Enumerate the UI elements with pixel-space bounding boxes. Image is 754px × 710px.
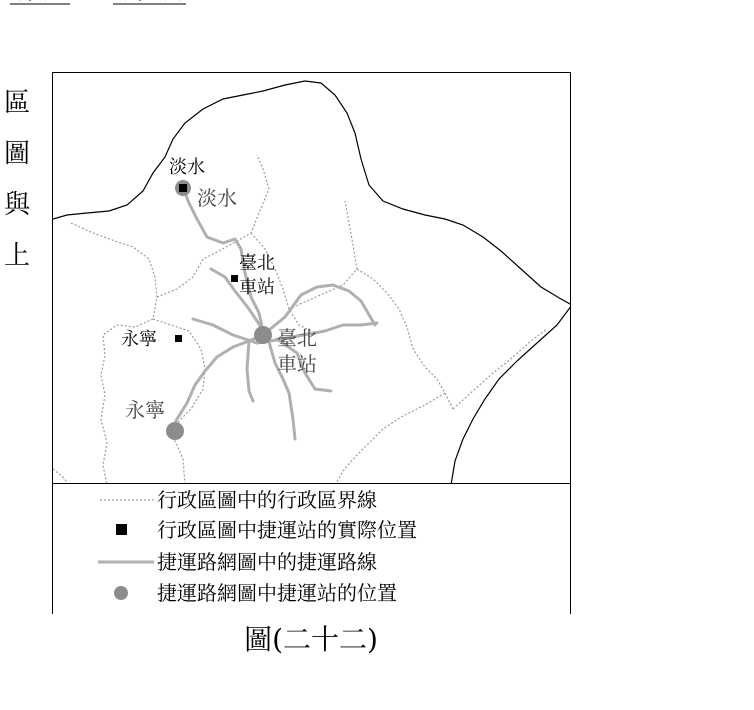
admin-station-danshui — [179, 184, 187, 192]
map-svg — [53, 73, 571, 484]
admin-label-danshui: 淡水 — [169, 157, 205, 178]
metro-label-taipei-main-1: 臺北 — [277, 326, 317, 350]
map-frame — [52, 72, 571, 484]
coastline — [53, 81, 571, 305]
side-char: 與 — [4, 190, 31, 220]
legend-label: 捷運路網圖中的捷運路線 — [157, 550, 377, 574]
metro-station-yongning — [166, 422, 184, 440]
gray-line-icon — [98, 547, 158, 577]
map-legend — [52, 484, 571, 614]
cropped-text-fragment — [0, 0, 190, 10]
legend-label: 行政區圖中捷運站的實際位置 — [157, 518, 417, 542]
metro-labels — [125, 186, 317, 422]
metro-station-taipei-main — [254, 326, 272, 344]
legend-item-admin-station — [53, 515, 570, 545]
gray-circle-icon — [98, 578, 158, 608]
admin-label-taipei-main-2: 車站 — [239, 277, 275, 298]
legend-item-metro-line — [53, 547, 570, 577]
admin-station-taipei-main — [231, 275, 238, 282]
admin-station-yongning — [175, 335, 182, 342]
legend-label: 捷運路網圖中捷運站的位置 — [157, 581, 397, 605]
dotted-line-icon — [98, 485, 158, 515]
legend-item-boundary — [53, 485, 570, 515]
black-square-icon — [98, 515, 158, 545]
metro-label-danshui: 淡水 — [197, 186, 237, 210]
side-char: 圖 — [4, 139, 31, 169]
side-char: 區 — [4, 88, 31, 118]
side-text-column — [4, 78, 44, 282]
metro-label-taipei-main-2: 車站 — [277, 352, 317, 376]
legend-label: 行政區圖中的行政區界線 — [157, 488, 377, 512]
metro-lines — [171, 188, 377, 439]
side-char: 上 — [4, 241, 31, 271]
admin-label-taipei-main-1: 臺北 — [239, 253, 275, 274]
legend-item-metro-station — [53, 578, 570, 608]
admin-label-yongning: 永寧 — [121, 329, 157, 350]
metro-label-yongning: 永寧 — [125, 398, 165, 422]
figure-caption: 圖(二十二) — [244, 623, 378, 656]
